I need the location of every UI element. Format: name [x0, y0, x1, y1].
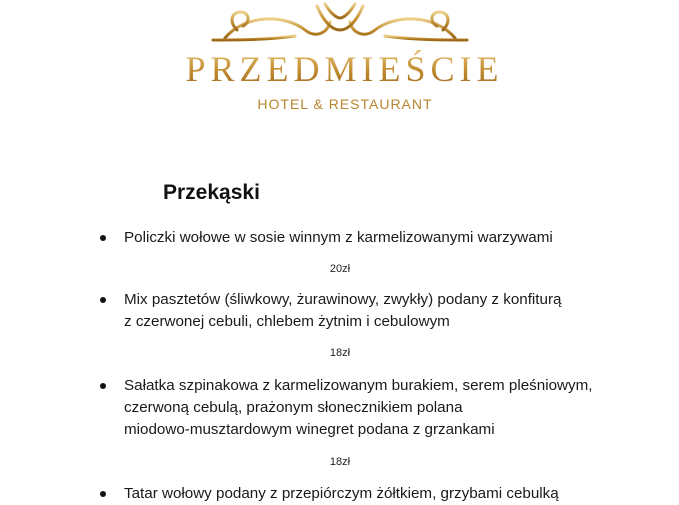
menu-item-text [124, 289, 561, 333]
bullet-icon [100, 383, 106, 389]
menu-item-line: Tatar wołowy podany z przepiórczym żółtkiem, grzybami cebulką [124, 485, 559, 502]
ornate-gold-crest-icon [205, 0, 475, 46]
bullet-icon [100, 491, 106, 497]
menu-item-line: czerwoną cebulą, prażonym słonecznikiem polana [124, 399, 463, 416]
menu-item-text [124, 227, 553, 249]
menu-item-price: 18zł [329, 456, 351, 468]
bullet-icon [100, 235, 106, 241]
menu-item-line: Sałatka szpinakowa z karmelizowanym burakiem, serem pleśniowym, [124, 377, 593, 394]
menu-item-line: Policzki wołowe w sosie winnym z karmelizowanymi warzywami [124, 229, 553, 246]
menu-item-price: 18zł [329, 347, 351, 359]
menu-item-text [124, 483, 559, 505]
menu-item-text [124, 375, 592, 441]
brand-subtitle: HOTEL & RESTAURANT [257, 96, 433, 112]
menu-item-line: miodowo-musztardowym winegret podana z grzankami [124, 421, 495, 438]
section-title: Przekąski [163, 181, 260, 204]
hotel-logo [0, 0, 679, 120]
menu-item-price: 20zł [329, 263, 351, 275]
menu-item-line: z czerwonej cebuli, chlebem żytnim i cebulowym [124, 313, 450, 330]
brand-name: PRZEDMIEŚCIE [172, 48, 517, 90]
bullet-icon [100, 297, 106, 303]
menu-item-line: Mix pasztetów (śliwkowy, żurawinowy, zwykły) podany z konfiturą [124, 291, 562, 308]
